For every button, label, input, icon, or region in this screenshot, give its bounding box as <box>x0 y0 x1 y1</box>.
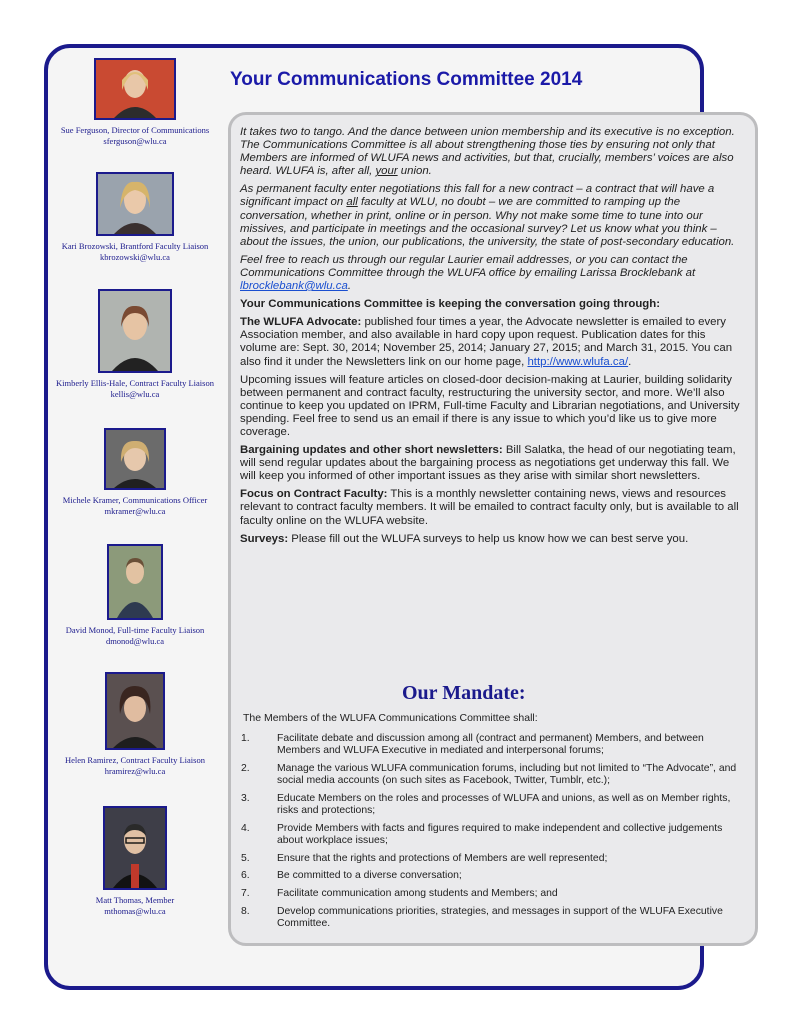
person-photo <box>94 58 176 120</box>
main-article <box>240 126 740 551</box>
list-item: 3. Educate Members on the roles and processes of WLUFA and unions, as well as on Member rights, risks and protections; <box>241 792 731 817</box>
list-item: 2. Manage the various WLUFA communication forums, including but not limited to “The Advocate”, and social media accounts (on such sites as Facebook, Twitter, Tumblr, etc.); <box>241 762 737 787</box>
person-photo <box>96 172 174 236</box>
person-photo <box>104 428 166 490</box>
person-name: Kari Brozowski, Brantford Faculty Liaison <box>61 241 209 251</box>
person-email[interactable]: mkramer@wlu.ca <box>104 506 166 516</box>
person-photo <box>105 672 165 750</box>
bargaining-paragraph: Bargaining updates and other short newsletters: Bill Salatka, the head of our negotiating team, will send regular updates about the bargaining process as negotiations get underway this fall. We will keep you informed of other important issues as they arise with similar short newsletters. <box>240 444 736 483</box>
person-photo <box>98 289 172 373</box>
focus-paragraph: Focus on Contract Faculty: This is a monthly newsletter containing news, views and resources relevant to contract faculty members. It will be emailed to contract faculty only, but is available to all faculty online on the WLUFA website. <box>240 488 739 527</box>
person-card <box>50 172 220 263</box>
person-name: Kimberly Ellis-Hale, Contract Faculty Liaison <box>56 378 214 388</box>
email-link[interactable]: lbrocklebank@wlu.ca <box>240 280 348 293</box>
person-name: Matt Thomas, Member <box>95 895 175 905</box>
section-heading: Your Communications Committee is keeping the conversation going through: <box>240 298 661 311</box>
person-email[interactable]: kellis@wlu.ca <box>110 389 160 399</box>
person-photo <box>107 544 163 620</box>
list-item: 6. Be committed to a diverse conversation; <box>241 870 462 882</box>
person-name: Michele Kramer, Communications Officer <box>62 495 208 505</box>
upcoming-paragraph: Upcoming issues will feature articles on closed-door decision-making at Laurier, building solidarity between permanent and contract faculty, restructuring the university sector, and more. We’ll also continue to keep you updated on IPRM, Full-time Faculty and Librarian negotiations, and University spending. Feel free to send us an email if there is any issue to which you’d like us to give more coverage. <box>240 373 740 438</box>
mandate-list <box>241 733 741 936</box>
list-item: 8. Develop communications priorities, strategies, and messages in support of the WLUFA Executive Committee. <box>241 905 723 929</box>
person-card <box>50 289 220 400</box>
person-photo <box>103 806 167 890</box>
website-link[interactable]: http://www.wlufa.ca/ <box>527 355 629 368</box>
list-item: 5. Ensure that the rights and protections of Members are well represented; <box>241 852 608 864</box>
person-email[interactable]: dmonod@wlu.ca <box>105 636 165 646</box>
person-card <box>50 58 220 147</box>
advocate-paragraph: The WLUFA Advocate: published four times a year, the Advocate newsletter is emailed to every Association member, and also available in hard copy upon request. Publication dates for this volume are: Sept. 30, 2014; November 25, 2014; January 27, 2015; and March 31, 2015. You can also find it under the Newsletters link on our home page, http://www.wlufa.ca/. <box>240 316 733 368</box>
surveys-paragraph: Surveys: Please fill out the WLUFA surveys to help us know how we can best serve you. <box>240 532 689 545</box>
person-email[interactable]: mthomas@wlu.ca <box>104 906 166 916</box>
mandate-heading: Our Mandate: <box>402 682 526 704</box>
intro-paragraph: Feel free to reach us through our regular Laurier email addresses, or you can contact the Communications Committee through the WLUFA office by emailing Larissa Brocklebank at lbrocklebank@wlu.ca. <box>240 253 696 293</box>
person-name: Helen Ramirez, Contract Faculty Liaison <box>65 755 205 765</box>
page-title: Your Communications Committee 2014 <box>230 69 583 90</box>
intro-paragraph: It takes two to tango. And the dance between union membership and its executive is no exception. The Communications Committee is all about strengthening those ties by ensuring not only that Members are informed of WLUFA news and activities, but that, crucially, members’ voices are also heard. WLUFA is, after all, your union. <box>240 126 735 178</box>
person-card <box>50 672 220 777</box>
person-email[interactable]: hramirez@wlu.ca <box>104 766 166 776</box>
list-item: 4. Provide Members with facts and figures required to make independent and collective judgements about workplace issues; <box>241 822 723 846</box>
person-email[interactable]: sferguson@wlu.ca <box>103 136 167 146</box>
intro-paragraph: As permanent faculty enter negotiations this fall for a new contract – a contract that will have a significant impact on all faculty at WLU, no doubt – we are committed to ramping up the conversation, whether in print, online or in person. Why not make some time to tune into our missives, and participate in meetings and the occasional survey? Let us know what you think – about the issues, the union, our publications, the university, the state of post-secondary education. <box>240 183 735 248</box>
person-name: Sue Ferguson, Director of Communications <box>60 125 210 135</box>
list-item: 7. Facilitate communication among students and Members; and <box>241 888 558 900</box>
person-card <box>50 806 220 917</box>
person-card <box>50 428 220 517</box>
person-name: David Monod, Full-time Faculty Liaison <box>65 625 205 635</box>
person-email[interactable]: kbrozowski@wlu.ca <box>100 252 170 262</box>
list-item: 1. Facilitate debate and discussion among all (contract and permanent) Members, and between Members and WLUFA Executive in mediated and interpersonal forums; <box>241 733 704 757</box>
mandate-intro: The Members of the WLUFA Communications Committee shall: <box>243 712 538 724</box>
person-card <box>50 544 220 647</box>
